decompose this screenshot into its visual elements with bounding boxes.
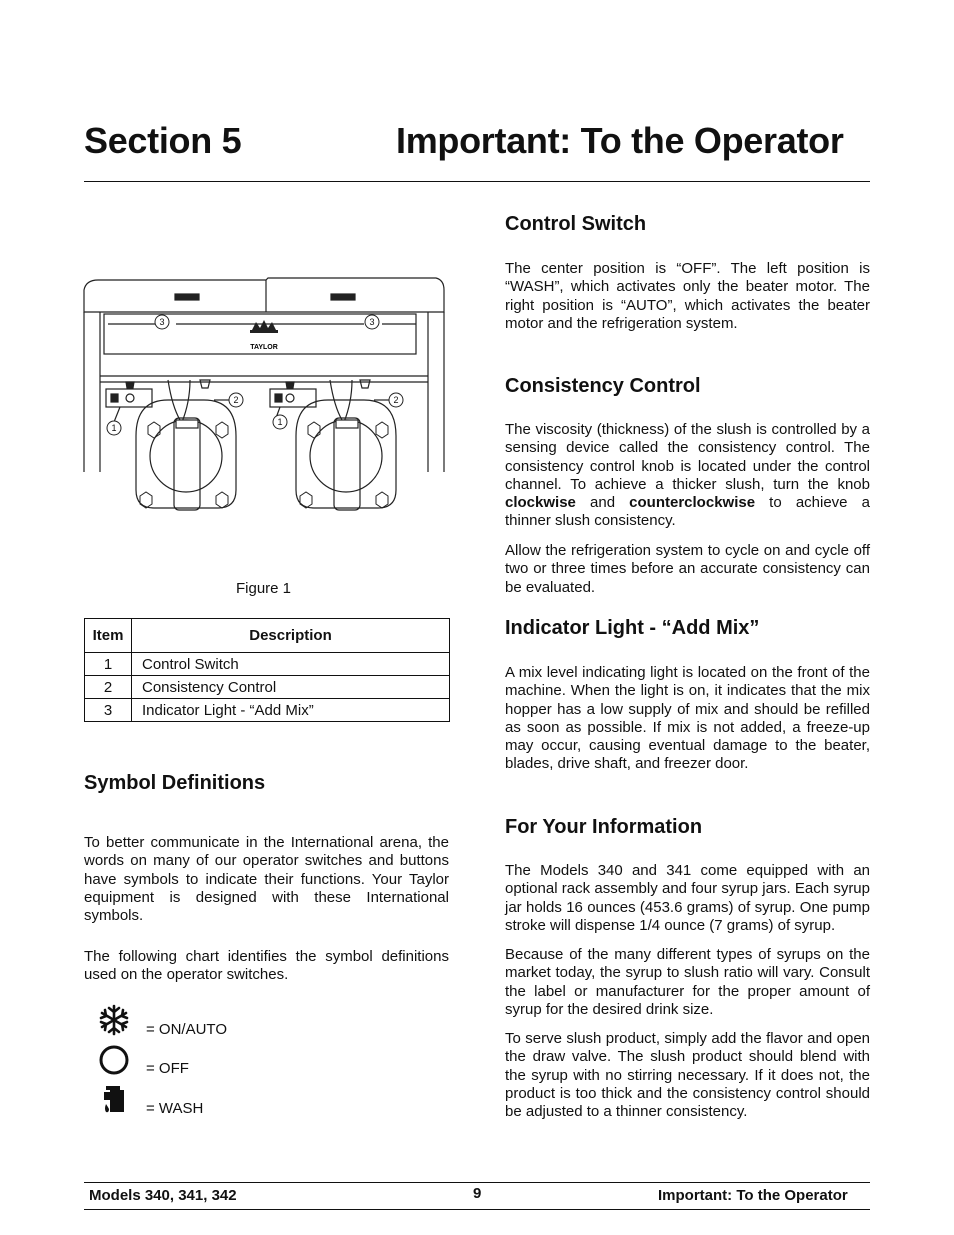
symbol-label-wash: = WASH xyxy=(146,1100,204,1117)
syrup-ratio-paragraph: Because of the many different types of syrups on the market today, the syrup to slush ratio will vary. Consult the label or manufacturer for the proper amount of syrup for the desired drink size. xyxy=(505,946,870,1018)
table-row xyxy=(85,699,450,722)
faucet-wash-icon xyxy=(98,1084,130,1116)
callout-2: 2 xyxy=(393,395,399,405)
item-description-table xyxy=(84,618,450,722)
indicator-light-heading: Indicator Light - “Add Mix” xyxy=(505,617,760,639)
symbol-label-on-auto: = ON/AUTO xyxy=(146,1021,227,1038)
callout-3: 3 xyxy=(369,317,375,327)
item-number: 3 xyxy=(85,699,132,722)
table-row xyxy=(85,653,450,676)
header-rule xyxy=(84,181,870,182)
consistency-cycle-paragraph: Allow the refrigeration system to cycle on and cycle off two or three times before an accurate consistency can be evaluated. xyxy=(505,542,870,596)
table-row xyxy=(85,676,450,699)
column-header-description: Description xyxy=(132,619,450,653)
section-number: Section 5 xyxy=(84,120,242,161)
item-description: Consistency Control xyxy=(132,676,450,699)
page-title: Important: To the Operator xyxy=(396,120,844,161)
control-switch-paragraph: The center position is “OFF”. The left position is “WASH”, which activates only the beater motor. The right position is “AUTO”, which activates the beater motor and the refrigeration system. xyxy=(505,260,870,332)
symbol-label-off: = OFF xyxy=(146,1060,189,1077)
column-header-item: Item xyxy=(85,619,132,653)
item-number: 2 xyxy=(85,676,132,699)
circle-off-icon xyxy=(98,1044,130,1076)
symbol-chart-intro-paragraph: The following chart identifies the symbol definitions used on the operator switches. xyxy=(84,948,449,984)
footer-top-rule xyxy=(84,1182,870,1183)
footer-models: Models 340, 341, 342 xyxy=(89,1187,237,1204)
consistency-control-heading: Consistency Control xyxy=(505,375,701,397)
item-number: 1 xyxy=(85,653,132,676)
callout-1: 1 xyxy=(111,423,117,433)
snowflake-icon xyxy=(98,1004,130,1036)
callout-1: 1 xyxy=(277,417,283,427)
symbol-definitions-paragraph: To better communicate in the International arena, the words on many of our operator switches and buttons have symbols to indicate their functions. Your Taylor equipment is designed with these International symbols. xyxy=(84,834,449,925)
item-description: Indicator Light - “Add Mix” xyxy=(132,699,450,722)
indicator-light-paragraph: A mix level indicating light is located on the front of the machine. When the light is on, it indicates that the mix hopper has a low supply of mix and should be refilled as soon as possible. If mix is not added, a freeze-up may occur, causing eventual damage to the beater, blades, drive shaft, and freezer door. xyxy=(505,664,870,773)
for-your-information-heading: For Your Information xyxy=(505,816,703,838)
footer-title: Important: To the Operator xyxy=(658,1187,848,1204)
page-number: 9 xyxy=(473,1185,482,1202)
callout-3: 3 xyxy=(159,317,165,327)
table-header-row xyxy=(85,619,450,653)
symbol-definitions-heading: Symbol Definitions xyxy=(84,772,266,794)
item-description: Control Switch xyxy=(132,653,450,676)
syrup-equipment-paragraph: The Models 340 and 341 come equipped with an optional rack assembly and four syrup jars. Each syrup jar holds 16 ounces (453.6 grams) of syrup. One pump stroke will dispense 1/4 ounce (7 grams) of syrup. xyxy=(505,862,870,934)
control-switch-heading: Control Switch xyxy=(505,213,647,235)
figure-caption: Figure 1 xyxy=(236,580,292,597)
callout-2: 2 xyxy=(233,395,239,405)
machine-front-illustration xyxy=(80,276,452,516)
footer-bottom-rule xyxy=(84,1209,870,1210)
serve-slush-paragraph: To serve slush product, simply add the flavor and open the draw valve. The slush product should blend with the syrup with no stirring necessary. If it does not, the product is too thick and the consistency control should be adjusted to a thinner consistency. xyxy=(505,1030,870,1121)
machine-logo: TAYLOR xyxy=(250,344,278,351)
consistency-control-paragraph: The viscosity (thickness) of the slush is controlled by a sensing device called the consistency control. The consistency control knob is located under the control channel. To achieve a thicker slush, turn the knob clockwise and counterclockwise to achieve a thinner slush consistency. xyxy=(505,421,870,530)
